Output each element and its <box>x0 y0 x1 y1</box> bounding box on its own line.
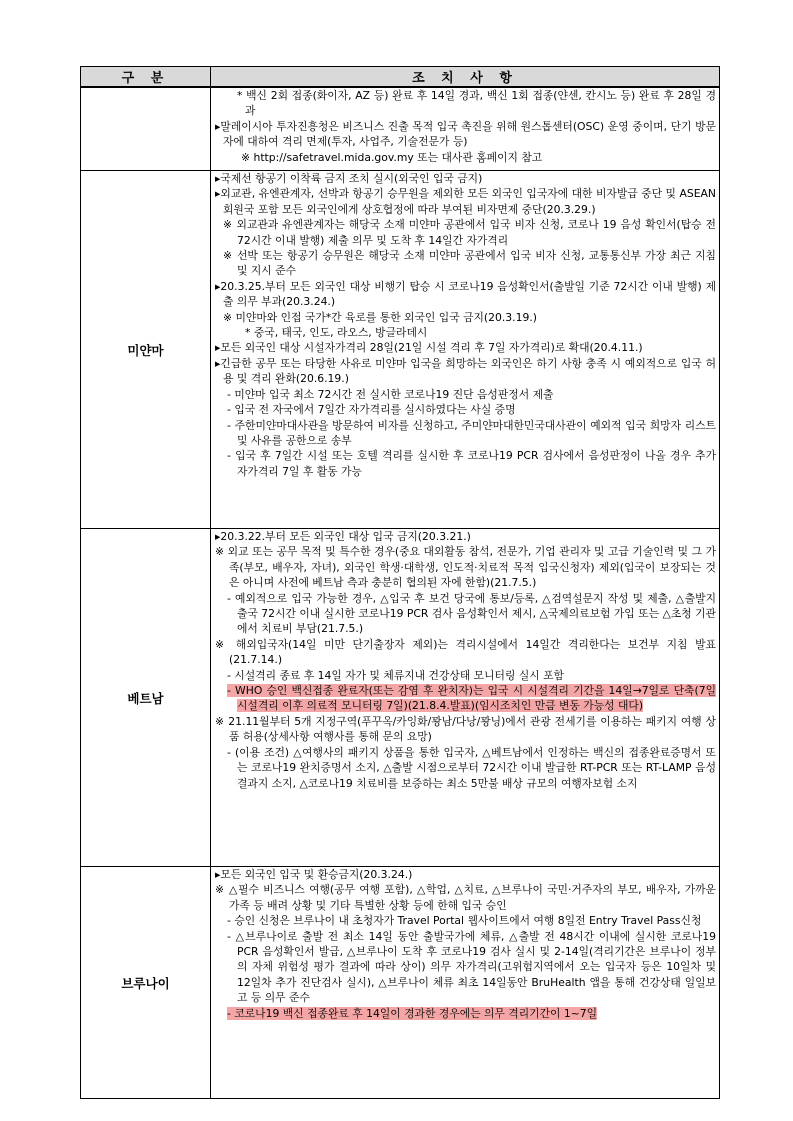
bullet-line: ▸말레이시아 투자진흥청은 비즈니스 진출 목적 입국 촉진을 위해 원스톱센터(OSC) 운영 중이며, 단기 방문자에 대하여 격리 면제(투자, 사업주, 기술전문가 등) <box>215 119 716 149</box>
table-row <box>81 87 720 171</box>
dash-line: - 시설격리 종료 후 14일 자가 및 체류지내 건강상태 모니터링 실시 포함 <box>227 668 564 682</box>
dash-line: - 미얀마 입국 최소 72시간 전 실시한 코로나19 진단 음성판정서 제출 <box>227 387 554 401</box>
note-line: ※ 21.11월부터 5개 지정구역(푸꾸옥/카잉화/꽝남/다낭/꽝닝)에서 관광 전세기를 이용하는 패키지 여행 상품 허용(상세사항 여행사를 통해 문의 요망) <box>215 714 716 744</box>
measures-cell <box>211 529 720 867</box>
bullet-line: ▸긴급한 공무 또는 타당한 사유로 미얀마 입국을 희망하는 외국인은 하기 사항 충족 시 예외적으로 입국 허용 및 격리 완화(20.6.19.) <box>215 356 716 386</box>
dash-line: - 승인 신청은 브루나이 내 초청자가 Travel Portal 웹사이트에서 여행 8일전 Entry Travel Pass신청 <box>227 914 702 928</box>
dash-line-highlighted <box>215 1006 716 1021</box>
table-header <box>81 67 720 88</box>
measures-table <box>80 66 720 1099</box>
table-row <box>81 867 720 1099</box>
bullet-line: ▸모든 외국인 입국 및 환승금지(20.3.24.) <box>215 868 413 881</box>
measures-cell <box>211 867 720 1099</box>
header-measures: 조 치 사 항 <box>211 67 720 88</box>
note-line: ※ 외교관과 유엔관계자는 해당국 소재 미얀마 공관에서 입국 비자 신청, 코로나 19 음성 확인서(탑승 전 72시간 이내 발행) 제출 의무 및 도착 후 14일간 자가격리 <box>223 218 716 247</box>
dash-line-highlighted <box>215 683 716 714</box>
measures-cell <box>211 87 720 171</box>
dash-line: - △브루나이로 출발 전 최소 14일 동안 출발국가에 체류, △출발 전 48시간 이내에 실시한 코로나19 PCR 음성확인서 발급, △브루나이 도착 후 코로나19 검사 실시 및 2-14일(격리기간은 브루나이 정부의 자체 위험성 평가 결과에 따라 상이) 의무 자가격리(고위험지역에서 오는 입국자 등은 10일차 및 12일차 추가 진단검사 실시), △브루나이 체류 최초 14일동안 BruHealth 앱을 통해 건강상태 일일보고 등 의무 준수 <box>227 929 716 1005</box>
highlighted-text: - WHO 승인 백신접종 완료자(또는 감염 후 완치자)는 입국 시 시설격리 기간을 14일→7일로 단축(7일 시설격리 이후 의료적 모니터링 7일)(21.8.4.발표)(임시조치인 만큼 변동 가능성 대다) <box>227 684 716 713</box>
country-cell <box>81 87 211 171</box>
measures-cell <box>211 171 720 529</box>
dash-line: - 예외적으로 입국 가능한 경우, △입국 후 보건 당국에 통보/등록, △검역설문지 작성 및 제출, △출발지 출국 72시간 이내 실시한 코로나19 PCR 검사 음성확인서 제시, △국제의료보험 가입 또는 △초청 기관에서 치료비 부담(21.7.5.) <box>227 591 716 636</box>
note-line: * 중국, 태국, 인도, 라오스, 방글라데시 <box>245 326 428 340</box>
bullet-line: ▸외교관, 유엔관계자, 선박과 항공기 승무원을 제외한 모든 외국인 입국자에 대한 비자발급 중단 및 ASEAN 회원국 포함 모든 외국인에게 상호협정에 따라 부여된 비자면제 중단(20.3.29.) <box>215 187 716 216</box>
bullet-line: ▸20.3.25.부터 모든 외국인 대상 비행기 탑승 시 코로나19 음성확인서(출발일 기준 72시간 이내 발행) 제출 의무 부과(20.3.24.) <box>215 279 716 309</box>
note-line: ※ 외교 또는 공무 목적 및 특수한 경우(중요 대외활동 참석, 전문가, 기업 관리자 및 고급 기술인력 및 그 가족(부모, 배우자, 자녀), 외국인 학생·대학생, 인도적·치료적 목적 입국신청자) 제외(입국이 보장되는 것은 아니며 사전에 베트남 측과 충분히 협의된 자에 한함)(21.7.5.) <box>215 545 716 590</box>
dash-line: - 입국 전 자국에서 7일간 자가격리를 실시하였다는 사실 증명 <box>227 403 516 417</box>
note-line: ※ 선박 또는 항공기 승무원은 해당국 소재 미얀마 공관에서 입국 비자 신청, 교통통신부 가장 최근 지침 및 지시 준수 <box>223 249 716 278</box>
country-cell-vietnam: 베트남 <box>81 529 211 867</box>
note-line: ※ http://safetravel.mida.gov.my 또는 대사관 홈페이지 참고 <box>241 150 543 164</box>
dash-line: - (이용 조건) △여행사의 패키지 상품을 통한 입국자, △베트남에서 인정하는 백신의 접종완료증명서 또는 코로나19 완치증명서 소지, △출발 시점으로부터 72시간 이내 발급한 RT-PCR 또는 RT-LAMP 음성결과지 소지, △코로나19 치료비를 보증하는 최소 5만불 배상 규모의 여행자보험 소지 <box>227 745 716 790</box>
table-row <box>81 529 720 867</box>
table-row <box>81 171 720 529</box>
note-line: * 백신 2회 접종(화이자, AZ 등) 완료 후 14일 경과, 백신 1회 접종(얀센, 칸시노 등) 완료 후 28일 경과 <box>237 89 716 118</box>
note-line: ※ △필수 비즈니스 여행(공무 여행 포함), △학업, △치료, △브루나이 국민·거주자의 부모, 배우자, 가까운 가족 등 배려 상황 및 기타 특별한 상황 등에 한해 입국 승인 <box>215 883 716 912</box>
highlighted-text: - 코로나19 백신 접종완료 후 14일이 경과한 경우에는 의무 격리기간이 1~7일 <box>227 1006 598 1020</box>
bullet-line: ▸모든 외국인 대상 시설자가격리 28일(21일 시설 격리 후 7일 자가격리)로 확대(20.4.11.) <box>215 341 643 355</box>
country-cell-brunei: 브루나이 <box>81 867 211 1099</box>
dash-line: - 입국 후 7일간 시설 또는 호텔 격리를 실시한 후 코로나19 PCR 검사에서 음성판정이 나올 경우 추가 자가격리 7일 후 활동 가능 <box>227 449 716 478</box>
dash-line: - 주한미얀마대사관을 방문하여 비자를 신청하고, 주미얀마대한민국대사관이 예외적 입국 희망자 리스트 및 사유를 공한으로 송부 <box>227 418 716 447</box>
header-category: 구 분 <box>81 67 211 88</box>
bullet-line: ▸국제선 항공기 이착륙 금지 조치 실시(외국인 입국 금지) <box>215 172 483 185</box>
note-line: ※ 해외입국자(14일 미만 단기출장자 제외)는 격리시설에서 14일간 격리한다는 보건부 지침 발표(21.7.14.) <box>215 637 716 667</box>
country-cell-myanmar: 미얀마 <box>81 171 211 529</box>
note-line: ※ 미얀마와 인접 국가*간 육로를 통한 외국인 입국 금지(20.3.19.) <box>223 310 537 324</box>
bullet-line: ▸20.3.22.부터 모든 외국인 대상 입국 금지(20.3.21.) <box>215 530 471 543</box>
